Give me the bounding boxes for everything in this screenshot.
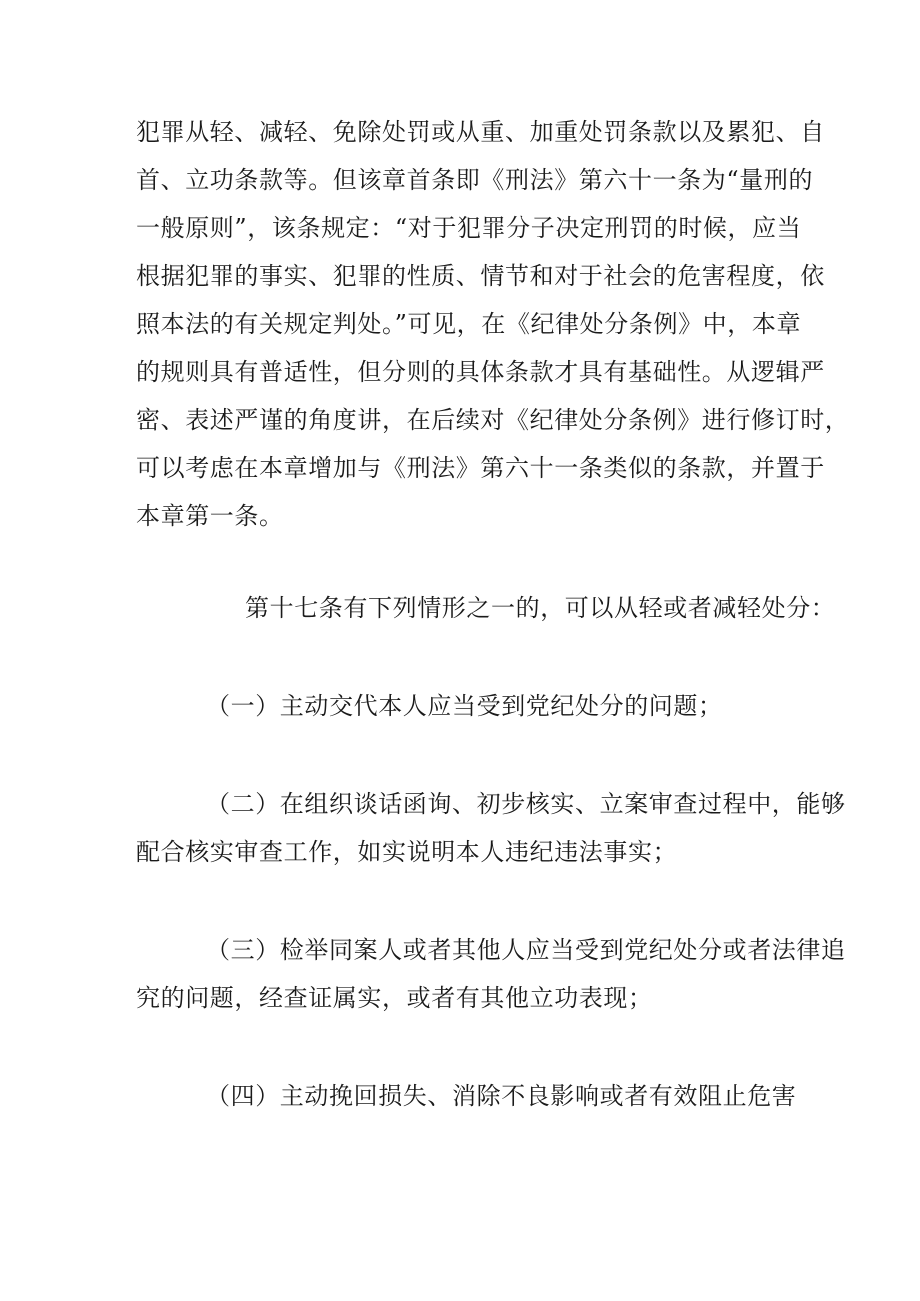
- paragraph-line: 密、表述严谨的角度讲，在后续对《纪律处分条例》进行修订时，: [136, 406, 850, 434]
- paragraph-line: 犯罪从轻、减轻、免除处罚或从重、加重处罚条款以及累犯、自: [136, 118, 825, 146]
- paragraph-line: 照本法的有关规定判处。”可见，在《纪律处分条例》中，本章: [136, 310, 802, 338]
- paragraph-line: 一般原则”，该条规定：“对于犯罪分子决定刑罚的时候，应当: [136, 214, 802, 242]
- item-line: 配合核实审查工作，如实说明本人违纪违法事实；: [136, 838, 678, 866]
- item-line: （四）主动挽回损失、消除不良影响或者有效阻止危害: [206, 1082, 797, 1110]
- item-line: 究的问题，经查证属实，或者有其他立功表现；: [136, 984, 653, 1012]
- item-line: （一）主动交代本人应当受到党纪处分的问题；: [206, 692, 723, 720]
- paragraph-line: 的规则具有普适性，但分则的具体条款才具有基础性。从逻辑严: [136, 358, 825, 386]
- item-line: （二）在组织谈话函询、初步核实、立案审查过程中，能够: [206, 790, 846, 818]
- paragraph-line: 根据犯罪的事实、犯罪的性质、情节和对于社会的危害程度，依: [136, 262, 825, 290]
- paragraph-line: 本章第一条。: [136, 502, 284, 530]
- paragraph-line: 可以考虑在本章增加与《刑法》第六十一条类似的条款，并置于: [136, 454, 825, 482]
- paragraph-line: 首、立功条款等。但该章首条即《刑法》第六十一条为“量刑的: [136, 166, 814, 194]
- item-line: （三）检举同案人或者其他人应当受到党纪处分或者法律追: [206, 936, 846, 964]
- article-17-heading: 第十七条有下列情形之一的，可以从轻或者减轻处分：: [245, 594, 836, 622]
